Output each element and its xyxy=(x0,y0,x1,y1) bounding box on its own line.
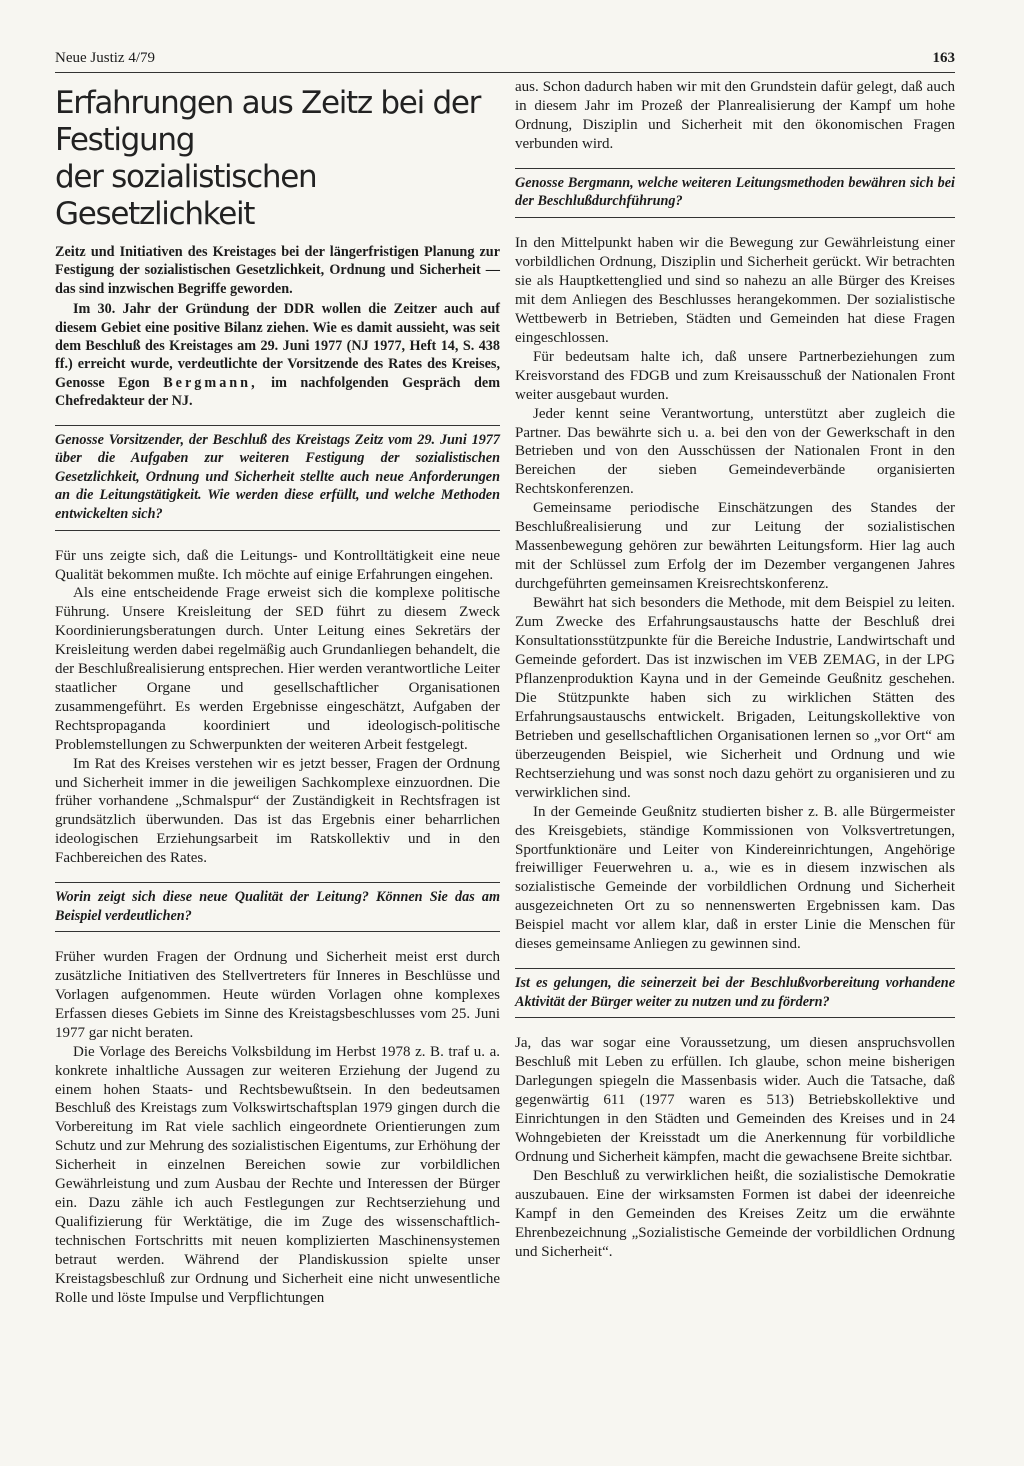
answer-4-paragraph-2: Den Beschluß zu verwirklichen heißt, die sozialistische Demokratie auszubauen. Eine der wirksamsten Formen ist dabei der ideenreiche Kampf in den Gemeinden des Kreises Zeitz um die erwähnte Ehrenbezeichnung „Sozialistische Gemeinde der vorbildlichen Ordnung und Sicherheit“. xyxy=(515,1168,955,1260)
header-rule xyxy=(55,72,955,73)
answer-2-paragraph-2: Die Vorlage des Bereichs Volksbildung im Herbst 1978 z. B. traf u. a. konkrete inhaltliche Aussagen zur weiteren Erziehung der Jugend zu einem hohen Staats- und Rechtsbewußtsein. In den bedeutsamen Beschluß des Kreistags zum Volkswirtschaftsplan 1979 gingen durch die Vorbereitung im Rat viele sachlich eingeordnete Orientierungen zum Schutz und zur Mehrung des sozialistischen Eigentums, zur Erhöhung der Sicherheit in einzelnen Bereichen sowie zur vorbildlichen Gewährleistung und zum Ausbau der Rechte und Interessen der Bürger ein. Dazu zähle ich auch Festlegungen zur Rechtserziehung und Qualifizierung für Werktätige, die im Zuge des wissenschaftlich-technischen Fortschritts mit neuen komplizierten Maschinensystemen betraut werden. Während der Plandiskussion spielte unser Kreistagsbeschluß zur Ordnung und Sicherheit eine nicht unwesentliche Rolle und löste Impulse und Verpflichtungen xyxy=(55,1043,500,1306)
question-box-4 xyxy=(515,968,955,1018)
continuation-paragraph: aus. Schon dadurch haben wir mit den Grundstein dafür gelegt, daß auch in diesem Jahr im Prozeß der Planrealisierung der Kampf um hohe Ordnung, Disziplin und Sicherheit mit den ökonomischen Fragen verbunden wird. xyxy=(515,79,955,152)
answer-4-paragraph-1: Ja, das war sogar eine Voraussetzung, um diesen anspruchsvollen Beschluß mit Leben zu erfüllen. Ich glaube, schon meine bisherigen Darlegungen spiegeln die Massenbasis wider. Auch die Tatsache, daß gegenwärtig 611 (1977 waren es 513) Betriebskollektive und Einrichtungen in den Städten und Gemeinden des Kreises und in 24 Wohngebieten der Kreisstadt um die Anerkennung für vorbildliche Ordnung und Sicherheit kämpfen, macht die gewachsene Breite sichtbar. xyxy=(515,1035,955,1166)
question-box-1 xyxy=(55,425,500,531)
journal-issue: Neue Justiz 4/79 xyxy=(55,50,155,66)
lead-text-b: im nachfolgenden Gespräch dem Chefredakteur der NJ. xyxy=(55,374,501,410)
right-column xyxy=(515,78,955,1262)
answer-3-paragraph-5: Bewährt hat sich besonders die Methode, mit dem Beispiel zu leiten. Zum Zwecke des Erfahrungsaustauschs hatte der Beschluß drei Konsultationsstützpunkte für die Bereiche Industrie, Landwirtschaft und Gemeinde gefordert. Das ist inzwischen im VEB ZEMAG, in der LPG Pflanzenproduktion Kayna und in der Gemeinde Geußnitz geschehen. Die Stützpunkte haben sich zu wirklichen Stätten des Erfahrungsaustauschs entwickelt. Brigaden, Leitungskollektive von Betrieben und gesellschaftlichen Organisationen lernen so „vor Ort“ am überzeugenden Beispiel, wie Sicherheit und Ordnung und wie Rechtserziehung und was sonst noch dazu gehört zu organisieren und zu verwirklichen sind. xyxy=(515,595,955,801)
answer-1-paragraph-1: Für uns zeigte sich, daß die Leitungs- und Kontrolltätigkeit eine neue Qualität bekommen mußte. Ich möchte auf einige Erfahrungen eingehen. xyxy=(55,547,500,583)
question-box-2 xyxy=(55,882,500,932)
answer-3-paragraph-6: In der Gemeinde Geußnitz studierten bisher z. B. alle Bürgermeister des Kreisgebiets, ständige Kommissionen von Volksvertretungen, Sportfunktionäre und Leiter von Kindereinrichtungen, Angehörige freiwilliger Feuerwehren u. a., wie es in diesem inzwischen als sozialistische Gemeinde der vorbildlichen Ordnung und Sicherheit ausgezeichneten Ort zu so nennenswerten Ergebnissen kam. Das Beispiel macht vor allem klar, daß in erster Linie die Menschen für dieses gemeinsame Anliegen zu gewinnen sind. xyxy=(515,803,955,953)
answer-1-paragraph-2: Als eine entscheidende Frage erweist sich die komplexe politische Führung. Unsere Kreisleitung der SED führt zu diesem Zweck Koordinierungsberatungen durch. Unter Leitung eines Sekretärs der Kreisleitung werden dabei regelmäßig auch Grundanliegen behandelt, die der Beschlußrealisierung entsprechen. Hier werden verantwortliche Leiter staatlicher Organe und gesellschaftlicher Organisationen zusammengeführt. Es werden Ergebnisse eingeschätzt, Aufgaben der Rechtspropaganda koordiniert und ideologisch-politische Problemstellungen zu Schwerpunkten der weiteren Arbeit festgelegt. xyxy=(55,585,500,753)
interviewee-name: Bergmann, xyxy=(163,374,258,391)
question-box-3 xyxy=(515,168,955,218)
lead-paragraph-2 xyxy=(55,300,500,410)
lead-text-a: Im 30. Jahr der Gründung der DDR wollen die Zeitzer auch auf diesem Gebiet eine positive Bilanz ziehen. Wie es damit aussieht, was seit dem Beschluß des Kreistages am 29. Juni 1977 (NJ 1977, Heft 14, S. 438 ff.) erreicht wurde, verdeutlichte der Vorsitzende des Rates des Kreises, Genosse Egon xyxy=(55,301,500,391)
left-column xyxy=(55,85,500,1307)
answer-3-paragraph-3: Jeder kennt seine Verantwortung, unterstützt aber zugleich die Partner. Das bewährte sich u. a. bei den von der Gewerkschaft in den Betrieben und von den Ausschüssen der Nationalen Front in den Bereichen der sieben Gemeindeverbände organisierten Rechtskonferenzen. xyxy=(515,405,955,498)
question-4: Ist es gelungen, die seinerzeit bei der Beschlußvorbereitung vorhandene Aktivität der Bürger weiter zu nutzen und zu fördern? xyxy=(515,975,955,1010)
answer-2-paragraph-1: Früher wurden Fragen der Ordnung und Sicherheit meist erst durch zusätzliche Initiativen des Stellvertreters für Inneres in Beschlüsse und Vorlagen aufgenommen. Heute würden Vorlagen ohne komplexes Erfassen dieses Gebiets im Sinne des Kreistagsbeschlusses vom 25. Juni 1977 gar nicht beraten. xyxy=(55,949,500,1041)
answer-3-paragraph-1: In den Mittelpunkt haben wir die Bewegung zur Gewährleistung einer vorbildlichen Ordnung, Disziplin und Sicherheit gerückt. Wir betrachten sie als Hauptkettenglied und sind so nahezu an alle Bürger des Kreises mit dem Anliegen des Beschlusses herangekommen. Der sozialistische Wettbewerb in Betrieben, Städten und Gemeinden hat diese Fragen eingeschlossen. xyxy=(515,235,955,346)
lead-paragraph-1: Zeitz und Initiativen des Kreistages bei der längerfristigen Planung zur Festigung der sozialistischen Gesetzlichkeit, Ordnung und Sicherheit — das sind inzwischen Begriffe geworden. xyxy=(55,244,500,297)
page-number: 163 xyxy=(932,50,955,66)
title-line-2: der sozialistischen Gesetzlichkeit xyxy=(55,159,317,232)
title-line-1: Erfahrungen aus Zeitz bei der Festigung xyxy=(55,85,481,158)
answer-3-paragraph-2: Für bedeutsam halte ich, daß unsere Partnerbeziehungen zum Kreisvorstand des FDGB und zum Kreisausschuß der Nationalen Front weiter ausgebaut wurden. xyxy=(515,348,955,403)
article-title xyxy=(55,85,500,233)
question-3: Genosse Bergmann, welche weiteren Leitungsmethoden bewähren sich bei der Beschlußdurchführung? xyxy=(515,174,955,210)
question-2: Worin zeigt sich diese neue Qualität der Leitung? Können Sie das am Beispiel verdeutlichen? xyxy=(55,889,500,924)
answer-3-paragraph-4: Gemeinsame periodische Einschätzungen des Standes der Beschlußrealisierung und zur Leitung der sozialistischen Massenbewegung gehören zur bewährten Leitungsform. Hier lag auch mit der Schlüssel zum Erfolg der im Dezember vergangenen Jahres durchgeführten gemeinsamen Kreisrechtskonferenz. xyxy=(515,500,955,593)
running-header xyxy=(55,50,955,74)
question-1: Genosse Vorsitzender, der Beschluß des Kreistags Zeitz vom 29. Juni 1977 über die Aufgaben zur weiteren Festigung der sozialistischen Gesetzlichkeit, Ordnung und Sicherheit stellte auch neue Anforderungen an die Leitungstätigkeit. Wie werden diese erfüllt, und welche Methoden entwickelten sich? xyxy=(55,431,500,523)
answer-1-paragraph-3: Im Rat des Kreises verstehen wir es jetzt besser, Fragen der Ordnung und Sicherheit immer in die jeweiligen Sachkomplexe einzuordnen. Die früher vorhandene „Schmalspur“ der Zuständigkeit in Rechtsfragen ist grundsätzlich überwunden. Das ist das Ergebnis einer beharrlichen ideologischen Erziehungsarbeit im Ratskollektiv und in den Fachbereichen des Rates. xyxy=(55,755,500,867)
